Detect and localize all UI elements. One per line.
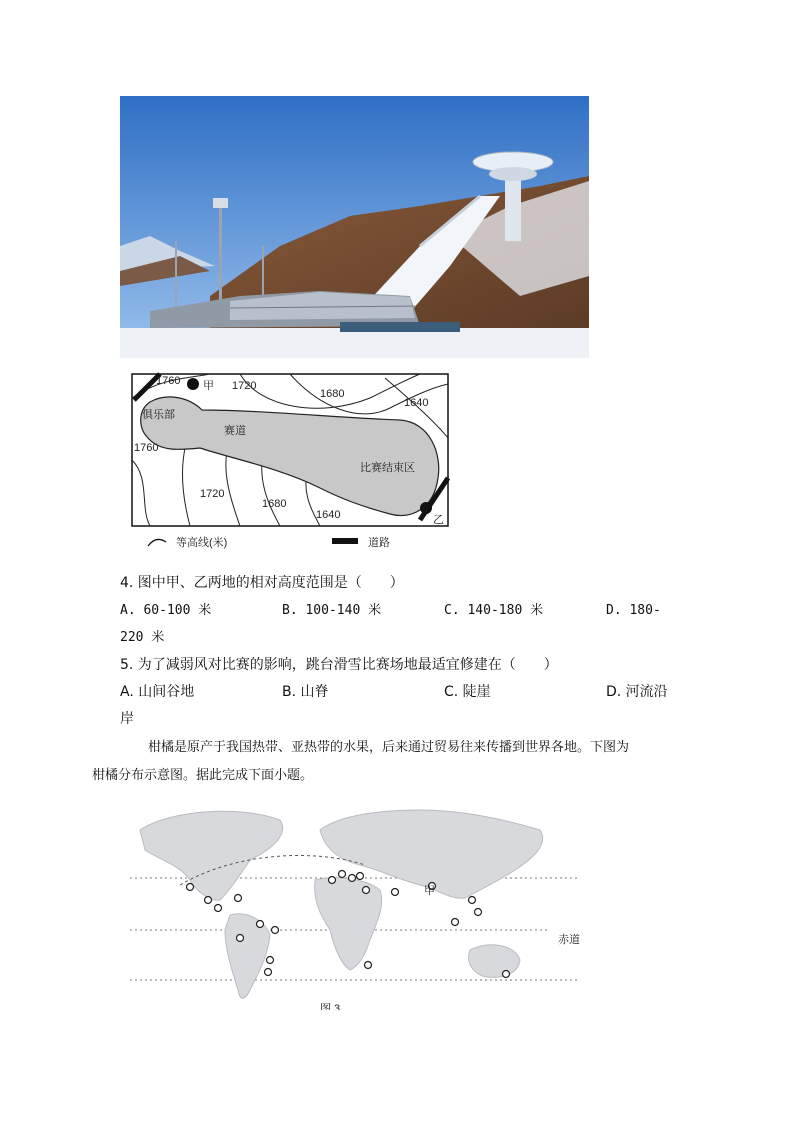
citrus-marker bbox=[357, 873, 364, 880]
question-5-option-c: C. 陡崖 bbox=[444, 684, 491, 700]
finish-area-label: 比赛结束区 bbox=[360, 462, 415, 474]
question-5-option-b: B. 山脊 bbox=[282, 684, 329, 700]
citrus-marker bbox=[215, 905, 222, 912]
citrus-marker bbox=[272, 927, 279, 934]
contour-label: 1760 bbox=[134, 442, 159, 454]
question-4-option-a: A. 60-100 米 bbox=[120, 603, 212, 618]
citrus-marker bbox=[257, 921, 264, 928]
citrus-marker bbox=[363, 887, 370, 894]
question-4-option-d: D. 180- bbox=[606, 603, 661, 618]
citrus-marker bbox=[187, 884, 194, 891]
point-jia-label: 甲 bbox=[203, 380, 214, 392]
contour-label: 1760 bbox=[156, 375, 181, 387]
citrus-marker bbox=[329, 877, 336, 884]
figure-caption: 图 3 bbox=[320, 1003, 341, 1010]
passage-line-1: 柑橘是原产于我国热带、亚热带的水果，后来通过贸易往来传播到世界各地。下图为 bbox=[148, 740, 630, 755]
continents bbox=[140, 810, 543, 998]
club-label: 俱乐部 bbox=[142, 409, 175, 421]
point-yi-label: 乙 bbox=[433, 514, 444, 526]
contour-map bbox=[120, 368, 460, 558]
ski-jump-photo bbox=[120, 96, 589, 358]
citrus-distribution-map bbox=[120, 790, 590, 1010]
citrus-marker bbox=[265, 969, 272, 976]
citrus-marker bbox=[475, 909, 482, 916]
contour-label: 1720 bbox=[232, 380, 257, 392]
question-4-stem: 4. 图中甲、乙两地的相对高度范围是（ ） bbox=[120, 575, 404, 591]
citrus-marker bbox=[365, 962, 372, 969]
citrus-marker bbox=[237, 935, 244, 942]
contour-label: 1720 bbox=[200, 488, 225, 500]
citrus-marker bbox=[349, 875, 356, 882]
passage-line-2: 柑橘分布示意图。据此完成下面小题。 bbox=[92, 768, 314, 783]
contour-label: 1640 bbox=[404, 397, 429, 409]
citrus-marker bbox=[392, 889, 399, 896]
question-5-option-a: A. 山间谷地 bbox=[120, 684, 195, 700]
question-4-option-c: C. 140-180 米 bbox=[444, 603, 544, 618]
question-4-option-d-continued: 220 米 bbox=[120, 630, 165, 645]
road-legend-icon bbox=[332, 538, 358, 544]
citrus-marker bbox=[339, 871, 346, 878]
citrus-marker bbox=[469, 897, 476, 904]
point-yi-marker bbox=[420, 502, 432, 514]
point-jia-marker bbox=[187, 378, 199, 390]
citrus-marker bbox=[267, 957, 274, 964]
citrus-marker bbox=[235, 895, 242, 902]
road-legend-label: 道路 bbox=[368, 537, 390, 549]
label-jia: 甲 bbox=[424, 885, 435, 897]
contour-label: 1680 bbox=[262, 498, 287, 510]
citrus-marker bbox=[452, 919, 459, 926]
question-5-option-d: D. 河流沿 bbox=[606, 684, 668, 700]
track-label: 赛道 bbox=[224, 425, 246, 437]
contour-label: 1640 bbox=[316, 509, 341, 521]
citrus-marker bbox=[503, 971, 510, 978]
question-5-stem: 5. 为了减弱风对比赛的影响，跳台滑雪比赛场地最适宜修建在（ ） bbox=[120, 657, 558, 673]
contour-legend-label: 等高线(米) bbox=[176, 537, 228, 549]
contour-label: 1680 bbox=[320, 388, 345, 400]
contour-legend-icon bbox=[148, 539, 166, 546]
citrus-marker bbox=[205, 897, 212, 904]
equator-label: 赤道 bbox=[558, 934, 580, 946]
question-5-option-d-continued: 岸 bbox=[120, 711, 134, 727]
passage-text bbox=[92, 734, 680, 790]
question-4-option-b: B. 100-140 米 bbox=[282, 603, 382, 618]
